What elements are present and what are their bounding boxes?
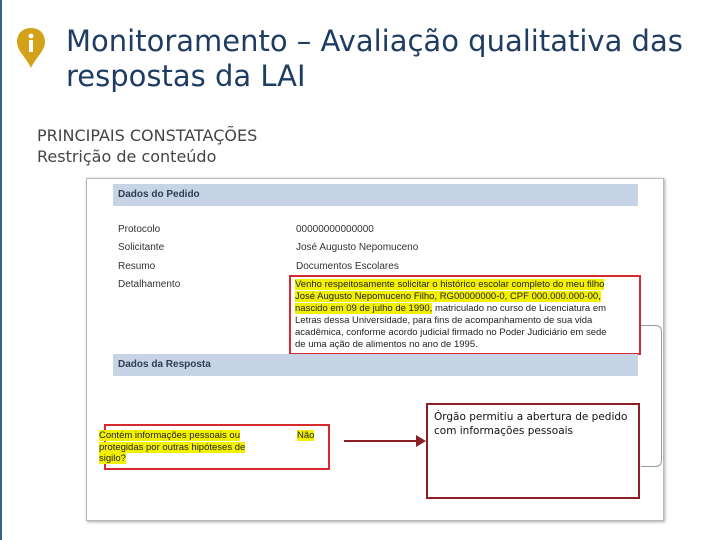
detalhamento-line: nascido em 09 de julho de 1990, matriculado no curso de Licenciatura em — [295, 303, 607, 314]
solicitante-value: José Augusto Nepomuceno — [296, 242, 419, 253]
callout-note: Órgão permitiu a abertura de pedido com informações pessoais — [426, 403, 640, 499]
bracket-connector — [641, 325, 662, 467]
detalhamento-line: José Augusto Nepomuceno Filho, RG00000000-0, CPF 000.000.000-00, — [295, 291, 601, 302]
detalhamento-line: Venho respeitosamente solicitar o histórico escolar completo do meu filho — [295, 279, 605, 290]
pessoais-answer: Não — [297, 430, 315, 441]
detalhamento-line: acadêmica, conforme acordo judicial firmado no Poder Judiciário em sede — [295, 327, 607, 338]
subtitle — [37, 125, 257, 167]
left-edge-rule — [0, 0, 2, 540]
resposta-section-header: Dados da Resposta — [113, 354, 638, 376]
solicitante-label: Solicitante — [118, 242, 165, 253]
detalhamento-line: Letras dessa Universidade, para fins de acompanhamento de sua vida — [295, 315, 593, 326]
arrow-icon — [340, 425, 430, 455]
detalhamento-line: de uma ação de alimentos no ano de 1995. — [295, 339, 478, 350]
detalhamento-label: Detalhamento — [118, 279, 181, 290]
protocolo-label: Protocolo — [118, 224, 161, 235]
resumo-value: Documentos Escolares — [296, 261, 399, 272]
info-pin-icon — [14, 26, 48, 70]
slide-title: Monitoramento – Avaliação qualitativa das respostas da LAI — [66, 24, 683, 93]
subtitle-heading: PRINCIPAIS CONSTATAÇÕES — [37, 126, 258, 145]
protocolo-value: 00000000000000 — [296, 224, 374, 235]
pedido-section-header: Dados do Pedido — [113, 184, 638, 206]
pessoais-question: Contém informações pessoais ou protegidas por outras hipóteses de sigilo? — [99, 430, 246, 464]
subtitle-topic: Restrição de conteúdo — [37, 147, 217, 166]
resumo-label: Resumo — [118, 261, 156, 272]
detalhamento-highlight-box — [289, 275, 641, 355]
detalhamento-text — [295, 279, 637, 351]
